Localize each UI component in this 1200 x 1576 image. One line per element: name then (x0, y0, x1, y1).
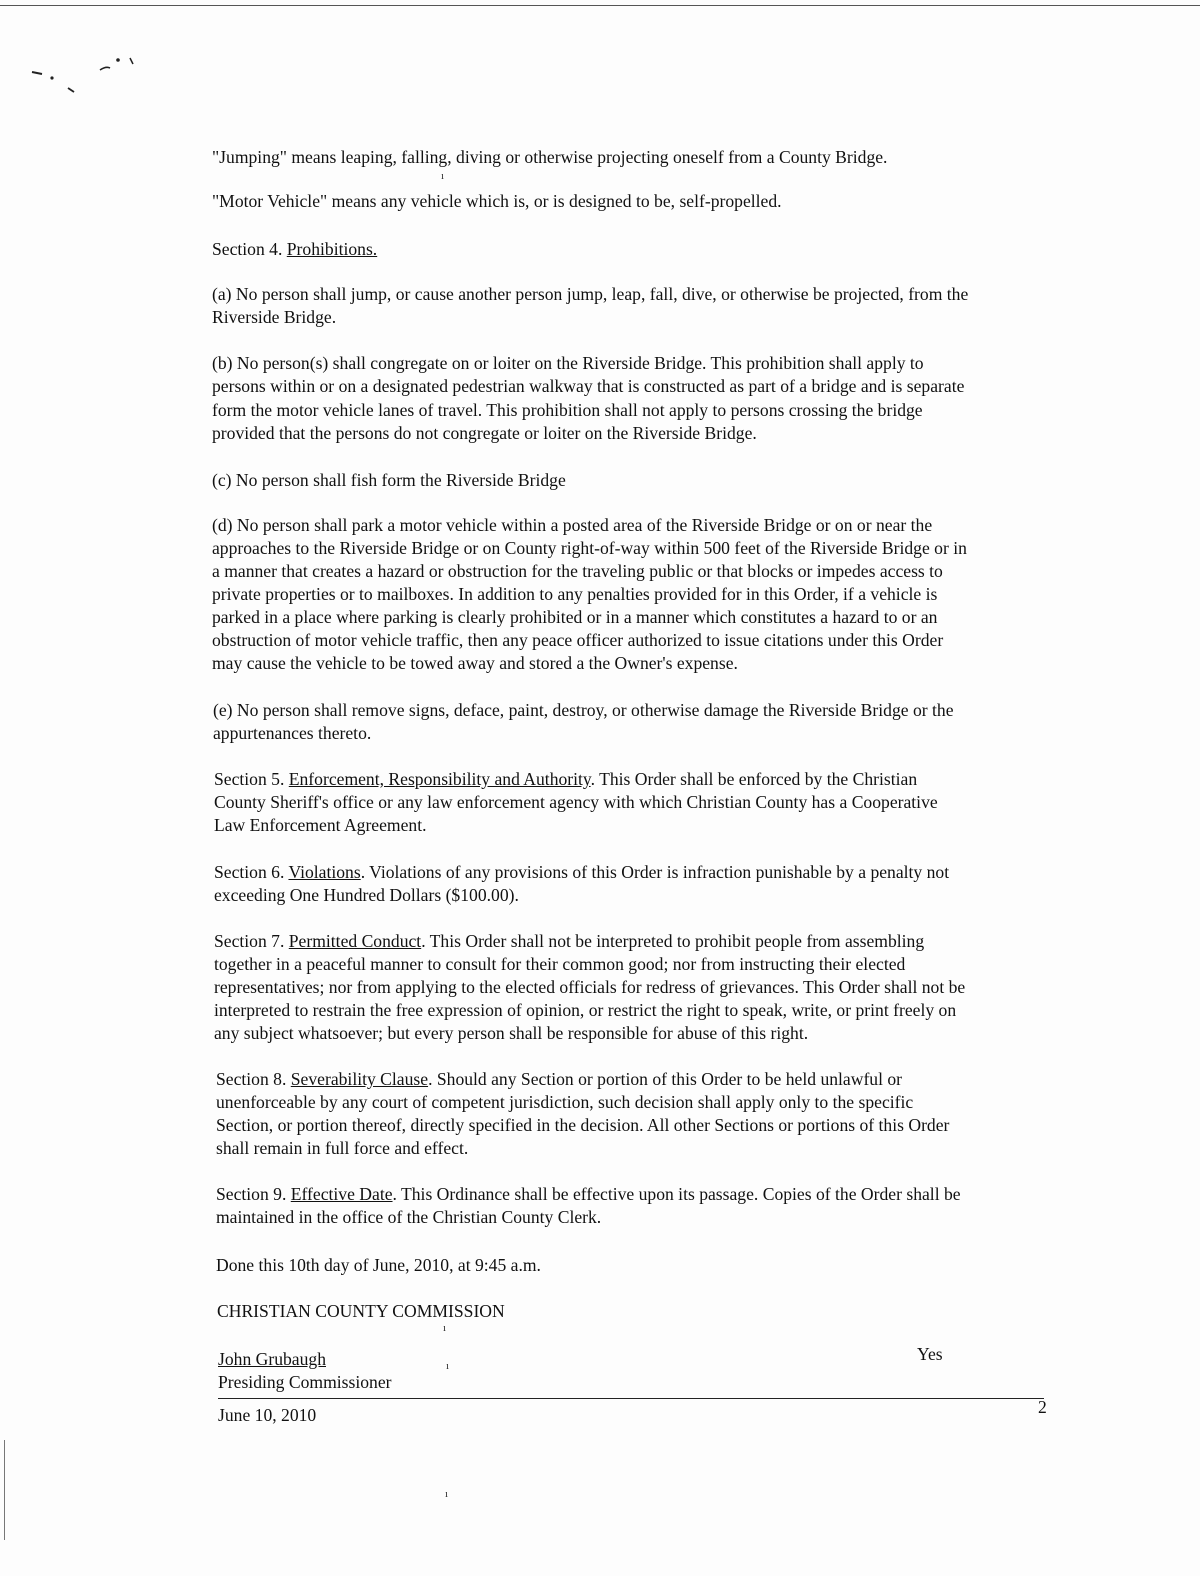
section-5-prefix: Section 5. (214, 769, 289, 789)
section-4b-line-2: persons within or on a designated pedestrian walkway that is constructed as part of a bridge and is separate (212, 376, 965, 396)
section-7-prefix: Section 7. (214, 931, 289, 951)
section-4e-line-1: (e) No person shall remove signs, deface, paint, destroy, or otherwise damage the Riverside Bridge or the (213, 700, 954, 720)
section-7-line-3: representatives; nor from applying to the elected officials for redress of grievances. This Order shall not be (214, 977, 966, 997)
section-4d-line-3: a manner that creates a hazard or obstruction for the traveling public or that blocks or impedes access to (212, 561, 943, 581)
section-6-prefix: Section 6. (214, 862, 289, 882)
section-5-line-2: County Sheriff's office or any law enforcement agency with which Christian County has a Cooperative (214, 792, 938, 812)
section-7-title: Permitted Conduct (288, 931, 422, 951)
section-8-line-1 (216, 1068, 902, 1092)
section-4a-line-2: Riverside Bridge. (212, 307, 337, 327)
section-4d-line-5: parked in a place where parking is clearly prohibited or in a manner which constitutes a hazard to or an (212, 607, 938, 627)
section-4b-line-1: (b) No person(s) shall congregate on or loiter on the Riverside Bridge. This prohibition shall apply to (212, 353, 924, 373)
definition-motor-vehicle: "Motor Vehicle" means any vehicle which is, or is designed to be, self-propelled. (212, 191, 782, 211)
section-7-line-5: any subject whatsoever; but every person shall be responsible for abuse of this right. (214, 1023, 809, 1043)
section-7-line-4: interpreted to restrain the free expression of opinion, or restrict the right to speak, write, or print freely on (214, 1000, 957, 1020)
section-4d-line-2: approaches to the Riverside Bridge or on County right-of-way within 500 feet of the Riverside Bridge or in (212, 538, 967, 558)
section-4d-line-6: obstruction of motor vehicle traffic, then any peace officer authorized to issue citations under this Order (212, 630, 944, 650)
scan-mark: ı (445, 1488, 449, 1500)
section-9-line-1 (216, 1183, 961, 1207)
section-4-heading (212, 238, 377, 262)
section-6-title: Violations (288, 862, 361, 882)
section-4b-line-4: provided that the persons do not congregate or loiter on the Riverside Bridge. (212, 423, 757, 443)
vote-value: Yes (917, 1344, 943, 1364)
section-6-line-1-text: . Violations of any provisions of this Order is infraction punishable by a penalty not (360, 862, 950, 882)
section-4e-line-2: appurtenances thereto. (213, 723, 372, 743)
section-9-title: Effective Date (290, 1184, 393, 1204)
section-5-line-1-text: . This Order shall be enforced by the Christian (590, 769, 918, 789)
section-6-line-2: exceeding One Hundred Dollars ($100.00). (214, 885, 519, 905)
signatory-title: Presiding Commissioner (218, 1372, 392, 1392)
section-7-line-2: together in a peaceful manner to consult for their common good; nor from instructing their elected (214, 954, 906, 974)
section-8-line-2: unenforceable by any court of competent jurisdiction, such decision shall apply only to the specific (216, 1092, 914, 1112)
section-4c: (c) No person shall fish form the Riverside Bridge (212, 470, 566, 490)
section-5-title: Enforcement, Responsibility and Authority (288, 769, 591, 789)
scan-specks-decoration (30, 50, 140, 100)
definition-jumping: "Jumping" means leaping, falling, diving or otherwise projecting oneself from a County Bridge. (212, 147, 888, 167)
section-7-line-1-text: . This Order shall not be interpreted to prohibit people from assembling (421, 931, 925, 951)
section-8-line-3: Section, or portion thereof, directly specified in the decision. All other Sections or portions of this Order (216, 1115, 950, 1135)
done-date-line: Done this 10th day of June, 2010, at 9:45 a.m. (216, 1255, 541, 1275)
section-7-line-1 (214, 930, 924, 954)
section-8-prefix: Section 8. (216, 1069, 291, 1089)
scan-mark: ı (441, 170, 445, 182)
section-8-title: Severability Clause (290, 1069, 429, 1089)
section-4d-line-4: private properties or to mailboxes. In addition to any penalties provided for in this Order, if a vehicle is (212, 584, 938, 604)
section-6-line-1 (214, 861, 949, 885)
section-9-line-1-text: . This Ordinance shall be effective upon its passage. Copies of the Order shall be (392, 1184, 961, 1204)
section-4-prefix: Section 4. (212, 239, 287, 259)
scan-left-edge (4, 1440, 5, 1540)
section-9-line-2: maintained in the office of the Christian County Clerk. (216, 1207, 602, 1227)
section-8-line-4: shall remain in full force and effect. (216, 1138, 469, 1158)
section-5-line-3: Law Enforcement Agreement. (214, 815, 427, 835)
section-8-line-1-text: . Should any Section or portion of this Order to be held unlawful or (428, 1069, 903, 1089)
signatory-name: John Grubaugh (218, 1349, 326, 1369)
scan-top-edge (0, 5, 1200, 6)
page-number: 2 (1038, 1397, 1047, 1417)
signature-date: June 10, 2010 (218, 1405, 317, 1425)
section-9-prefix: Section 9. (216, 1184, 291, 1204)
footer-rule (218, 1398, 1044, 1399)
section-4a-line-1: (a) No person shall jump, or cause another person jump, leap, fall, dive, or otherwise be projected, from the (212, 284, 969, 304)
section-4d-line-1: (d) No person shall park a motor vehicle within a posted area of the Riverside Bridge or on or near the (212, 515, 933, 535)
section-4-title: Prohibitions. (286, 239, 378, 259)
scan-mark: ı (443, 1322, 447, 1334)
section-4b-line-3: form the motor vehicle lanes of travel. This prohibition shall not apply to persons crossing the bridge (212, 400, 923, 420)
commission-name: CHRISTIAN COUNTY COMMISSION (217, 1301, 505, 1321)
section-5-line-1 (214, 768, 917, 792)
section-4d-line-7: may cause the vehicle to be towed away and stored a the Owner's expense. (212, 653, 738, 673)
scan-mark: ı (446, 1360, 450, 1372)
